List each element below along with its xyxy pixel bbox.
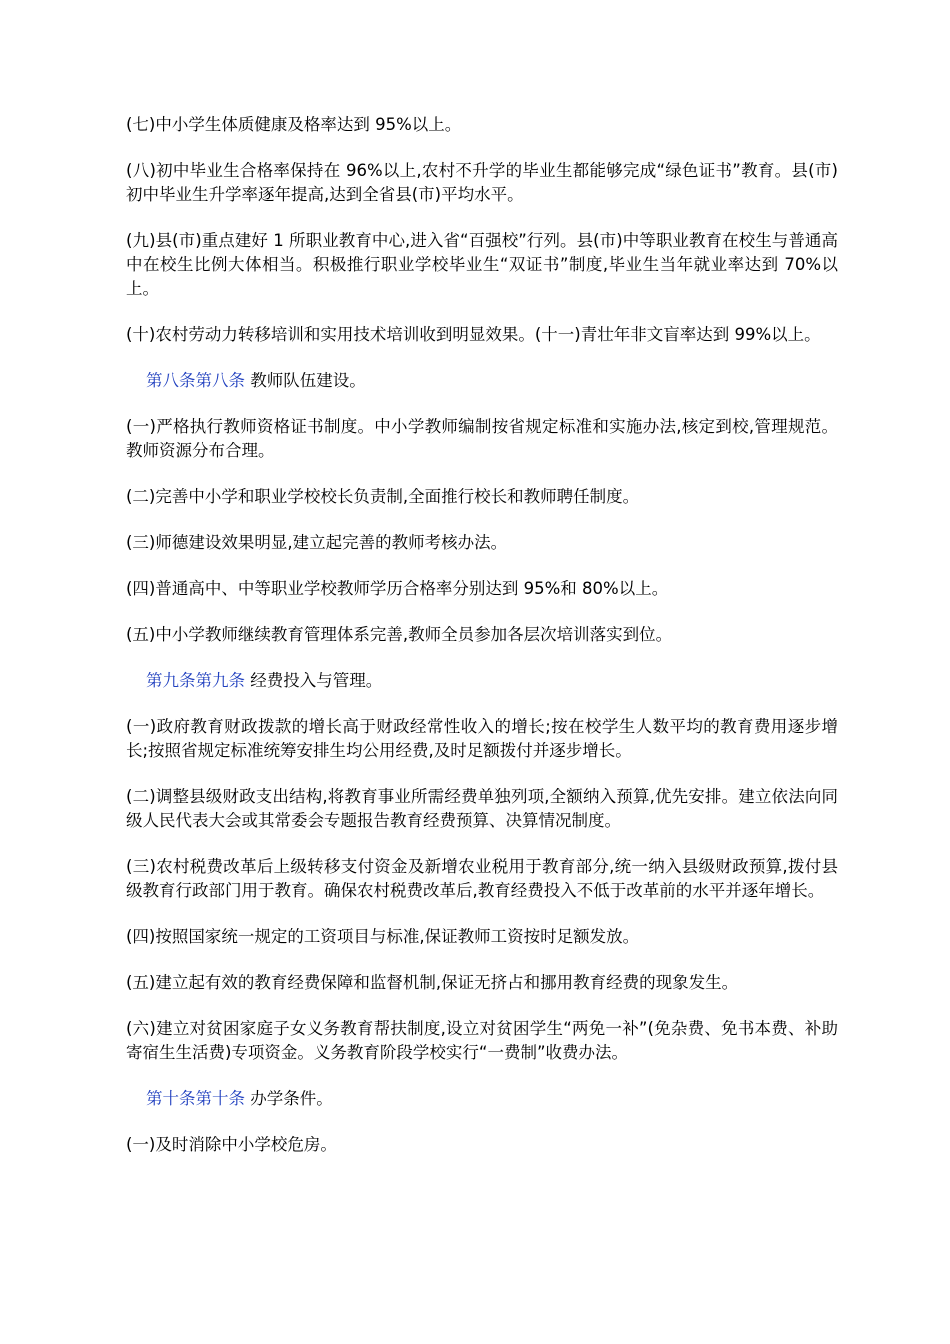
paragraph: (六)建立对贫困家庭子女义务教育帮扶制度,设立对贫困学生“两免一补”(免杂费、免书本费、补助寄宿生生活费)专项资金。义务教育阶段学校实行“一费制”收费办法。 [126, 1019, 838, 1062]
document-page [126, 113, 838, 1179]
article-title: 教师队伍建设。 [250, 371, 366, 390]
paragraph: (四)普通高中、中等职业学校教师学历合格率分别达到 95%和 80%以上。 [126, 579, 669, 598]
paragraph: (四)按照国家统一规定的工资项目与标准,保证教师工资按时足额发放。 [126, 927, 640, 946]
article-number: 第十条第十条 [146, 1089, 245, 1108]
paragraph: (一)严格执行教师资格证书制度。中小学教师编制按省规定标准和实施办法,核定到校,管理规范。教师资源分布合理。 [126, 417, 838, 460]
paragraph: (八)初中毕业生合格率保持在 96%以上,农村不升学的毕业生都能够完成“绿色证书”教育。县(市)初中毕业生升学率逐年提高,达到全省县(市)平均水平。 [126, 161, 838, 204]
paragraph: (三)农村税费改革后上级转移支付资金及新增农业税用于教育部分,统一纳入县级财政预算,拨付县级教育行政部门用于教育。确保农村税费改革后,教育经费投入不低于改革前的水平并逐年增长。 [126, 857, 838, 900]
paragraph: (一)政府教育财政拨款的增长高于财政经常性收入的增长;按在校学生人数平均的教育费用逐步增长;按照省规定标准统筹安排生均公用经费,及时足额拨付并逐步增长。 [126, 717, 838, 760]
paragraph: (一)及时消除中小学校危房。 [126, 1135, 337, 1154]
article-title: 办学条件。 [250, 1089, 333, 1108]
paragraph: (五)建立起有效的教育经费保障和监督机制,保证无挤占和挪用教育经费的现象发生。 [126, 973, 739, 992]
article-number: 第九条第九条 [146, 671, 245, 690]
article-heading [146, 669, 838, 693]
paragraph: (十)农村劳动力转移培训和实用技术培训收到明显效果。(十一)青壮年非文盲率达到 99%以上。 [126, 325, 821, 344]
paragraph: (五)中小学教师继续教育管理体系完善,教师全员参加各层次培训落实到位。 [126, 625, 673, 644]
article-title: 经费投入与管理。 [250, 671, 383, 690]
article-number: 第八条第八条 [146, 371, 245, 390]
article-heading [146, 1087, 838, 1111]
article-heading [146, 369, 838, 393]
paragraph: (二)调整县级财政支出结构,将教育事业所需经费单独列项,全额纳入预算,优先安排。建立依法向同级人民代表大会或其常委会专题报告教育经费预算、决算情况制度。 [126, 787, 838, 830]
paragraph: (九)县(市)重点建好 1 所职业教育中心,进入省“百强校”行列。县(市)中等职业教育在校生与普通高中在校生比例大体相当。积极推行职业学校毕业生“双证书”制度,毕业生当年就业率达到 70%以上。 [126, 231, 838, 298]
paragraph: (七)中小学生体质健康及格率达到 95%以上。 [126, 115, 462, 134]
paragraph: (三)师德建设效果明显,建立起完善的教师考核办法。 [126, 533, 508, 552]
paragraph: (二)完善中小学和职业学校校长负责制,全面推行校长和教师聘任制度。 [126, 487, 640, 506]
